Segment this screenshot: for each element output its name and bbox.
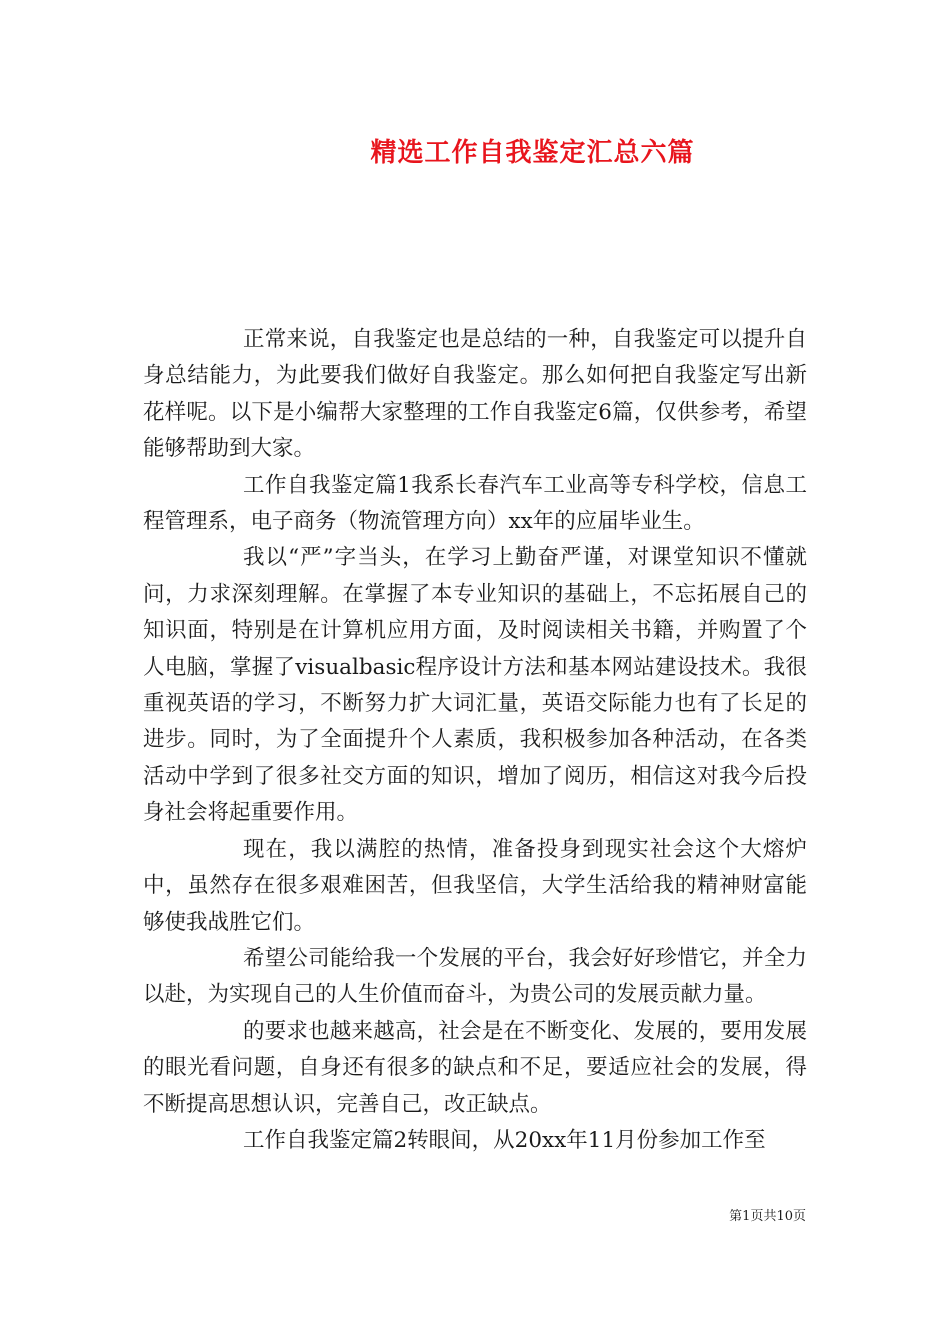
page-number-footer: 第1页共10页 xyxy=(729,1209,806,1224)
paragraph-hope: 希望公司能给我一个发展的平台，我会好好珍惜它，并全力以赴，为实现自己的人生价值而奋斗，为贵公司的发展贡献力量。 xyxy=(143,945,807,1008)
paragraph-now: 现在，我以满腔的热情，准备投身到现实社会这个大熔炉中，虽然存在很多艰难困苦，但我坚信，大学生活给我的精神财富能够使我战胜它们。 xyxy=(143,836,807,935)
paragraph-self-assessment-1: 工作自我鉴定篇1我系长春汽车工业高等专科学校，信息工程管理系，电子商务（物流管理方向）xx年的应届毕业生。 xyxy=(143,472,807,535)
paragraph-study: 我以“严”字当头，在学习上勤奋严谨，对课堂知识不懂就问，力求深刻理解。在掌握了本专业知识的基础上，不忘拓展自己的知识面，特别是在计算机应用方面，及时阅读相关书籍，并购置了个人电脑，掌握了visualbasic程序设计方法和基本网站建设技术。我很重视英语的学习，不断努力扩大词汇量，英语交际能力也有了长足的进步。同时，为了全面提升个人素质，我积极参加各种活动，在各类活动中学到了很多社交方面的知识，增加了阅历，相信这对我今后投身社会将起重要作用。 xyxy=(143,545,807,826)
paragraph-self-assessment-2: 工作自我鉴定篇2转眼间，从20xx年11月份参加工作至 xyxy=(243,1127,766,1153)
document-title: 精选工作自我鉴定汇总六篇 xyxy=(370,138,695,168)
paragraph-requirements: 的要求也越来越高，社会是在不断变化、发展的，要用发展的眼光看问题，自身还有很多的缺点和不足，要适应社会的发展，得不断提高思想认识，完善自己，改正缺点。 xyxy=(143,1018,807,1117)
document-body xyxy=(143,322,807,1159)
paragraph-intro: 正常来说，自我鉴定也是总结的一种，自我鉴定可以提升自身总结能力，为此要我们做好自我鉴定。那么如何把自我鉴定写出新花样呢。以下是小编帮大家整理的工作自我鉴定6篇，仅供参考，希望能够帮助到大家。 xyxy=(143,327,807,462)
